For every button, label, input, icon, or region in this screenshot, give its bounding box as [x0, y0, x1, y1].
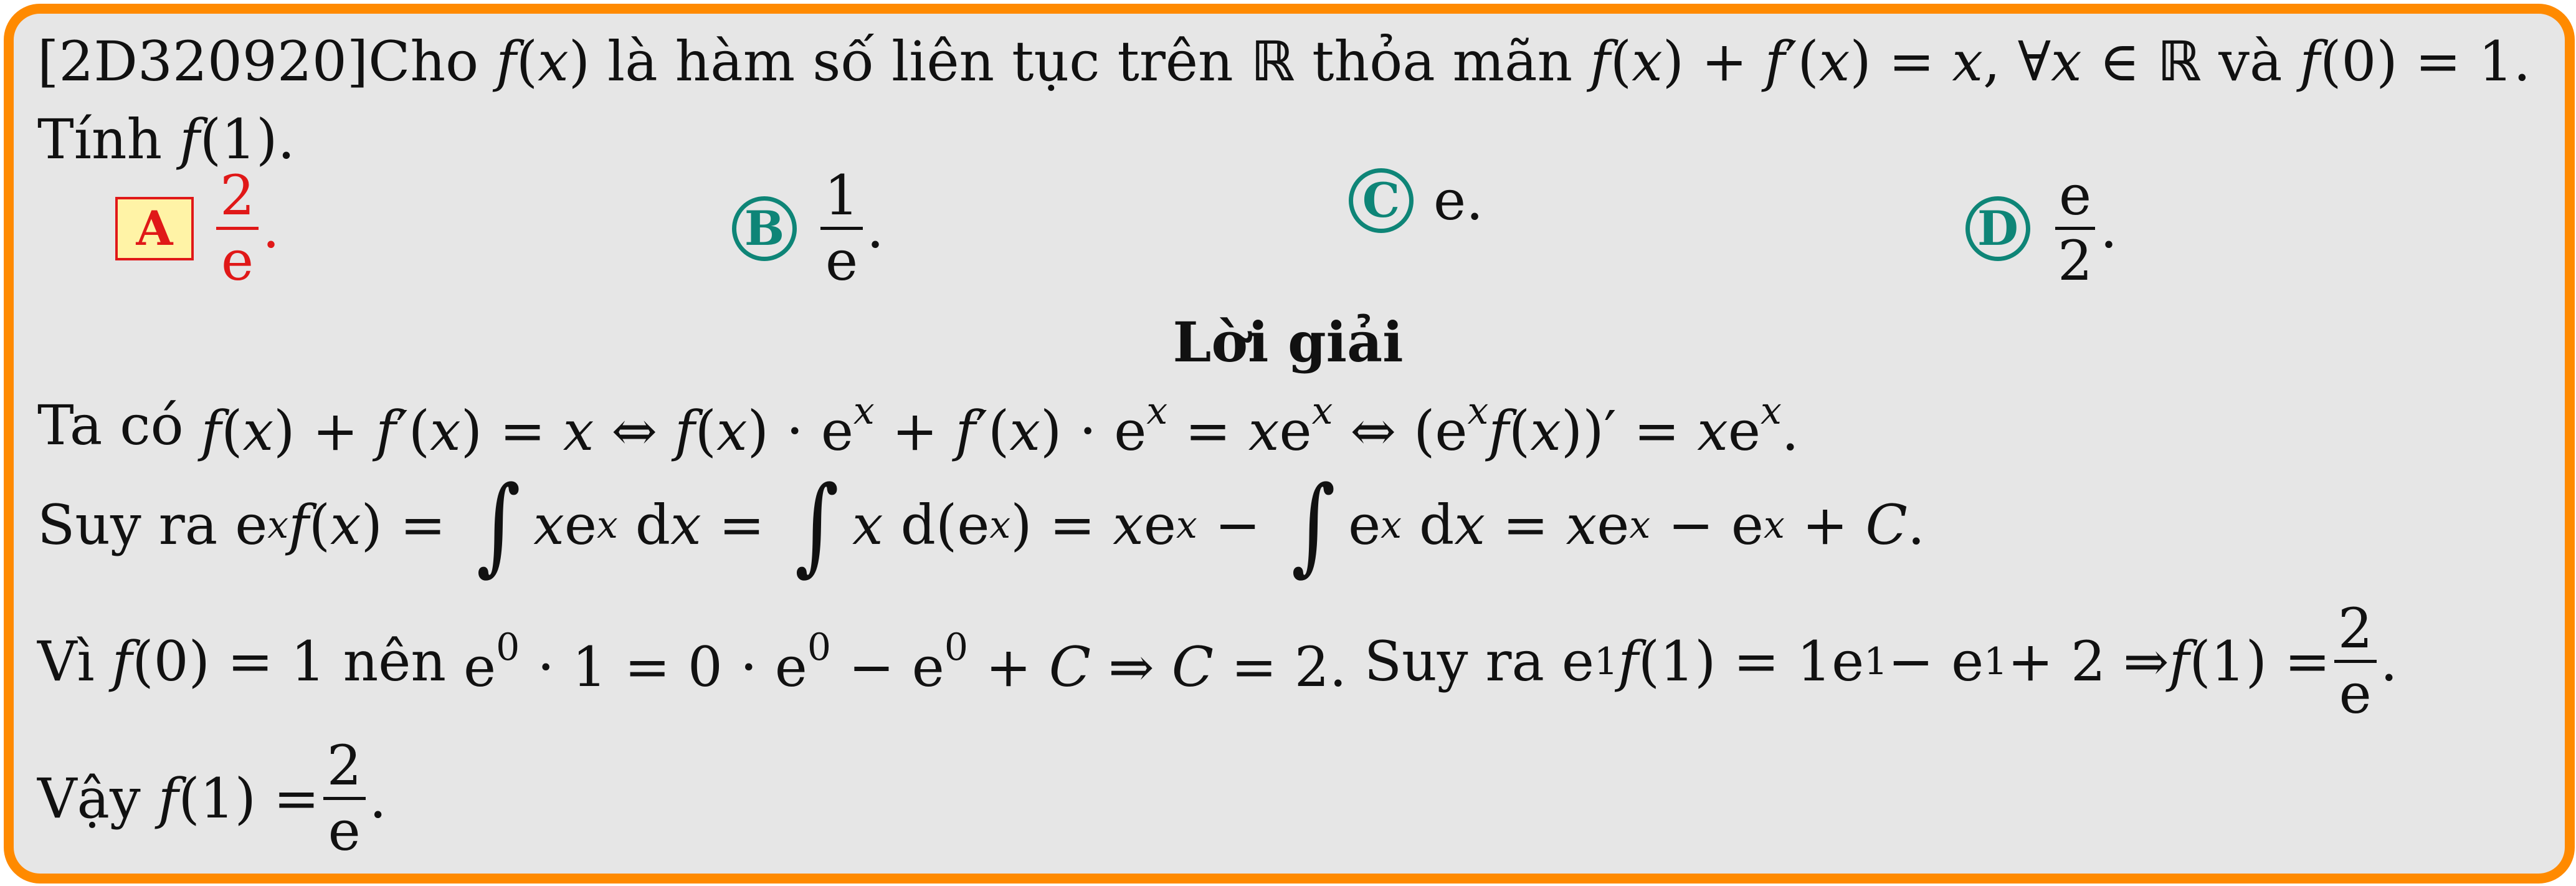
- math-step-1: f(x) + f′(x) = x ⇔ $f(x) \cdot e^x + f'(x) \cdot e^x = xe^x$ ⇔ $(e^xf(x))' = xe^x$.: [201, 389, 1799, 463]
- choice-c-value: e.: [1433, 168, 1484, 232]
- choice-a-value: $\frac{2}{e}$: [216, 168, 259, 288]
- math-equation: f(x) + f′(x) = x, ∀x ∈ ℝ: [1590, 29, 2202, 93]
- choice-a-label: A: [115, 197, 194, 260]
- question-text-mid: là hàm số liên tục trên: [607, 29, 1233, 93]
- choice-c[interactable]: [1349, 168, 1483, 233]
- choice-d-value: $\frac{e}{2}$: [2054, 168, 2096, 288]
- question-text-cho: Cho: [368, 29, 479, 93]
- math-f1: f(1): [179, 107, 278, 171]
- math-step-3a: f(0) = 1: [112, 629, 326, 693]
- real-set-symbol: ℝ: [1250, 29, 1295, 93]
- solution-step-1: Ta có f(x) + f′(x) = x ⇔ $f(x) \cdot e^x + f'(x) \cdot e^x = xe^x$ ⇔ $(e^xf(x))' = xe^x$.: [37, 389, 1799, 463]
- question-line-2: Tính f(1) .: [37, 107, 295, 171]
- choice-c-label: C: [1349, 168, 1414, 233]
- choice-d[interactable]: D $\frac{e}{2}$ .: [1965, 168, 2117, 288]
- question-text-condition: thỏa mãn: [1312, 29, 1573, 93]
- math-initial-condition: f(0) = 1.: [2299, 29, 2531, 93]
- math-step-3c: e 1 f (1) = 1e 1 − e 1 + 2 ⇒ f (1) = $\frac{2}{e}$ .: [1561, 596, 2398, 726]
- solution-step-4: Vậy f (1) = $\frac{2}{e}$ .: [37, 733, 387, 863]
- choice-b-label: B: [732, 196, 797, 261]
- solution-step-2: Suy ra e x f ( x ) = ∫ x e x d x = ∫ x d(e x ) = x e x − ∫ e x d x = x e x − e x + C .: [37, 464, 1925, 587]
- solution-step-3: Vì f(0) = 1 nên $e^0 \cdot 1 = 0 \cdot e^0 - e^0 + C$ ⇒ C = 2. Suy ra e 1 f (1) = 1e 1 − e 1 + 2 ⇒ f (1) = $\frac{2}{e}$ .: [37, 596, 2398, 726]
- choice-b[interactable]: B $\frac{1}{e}$ .: [732, 168, 884, 288]
- choice-b-value: $\frac{1}{e}$: [820, 168, 863, 288]
- question-text-compute: Tính: [37, 107, 163, 171]
- math-step-3b: $e^0 \cdot 1 = 0 \cdot e^0 - e^0 + C$ ⇒ C = 2.: [463, 625, 1347, 699]
- question-text-and: và: [2218, 29, 2283, 93]
- solution-heading: Lời giải: [1172, 310, 1404, 374]
- math-step-4: f (1) = $\frac{2}{e}$ .: [158, 733, 387, 863]
- math-fx: f(x): [496, 29, 591, 93]
- question-code: [2D320920]: [37, 29, 369, 93]
- question-line-1: [37, 29, 2531, 93]
- math-step-2: e x f ( x ) = ∫ x e x d x = ∫ x d(e x ) = x e x − ∫ e x d x = x e x − e x + C .: [235, 464, 1925, 587]
- choice-d-label: D: [1965, 196, 2030, 261]
- choice-a[interactable]: A $\frac{2}{e}$ .: [115, 168, 280, 288]
